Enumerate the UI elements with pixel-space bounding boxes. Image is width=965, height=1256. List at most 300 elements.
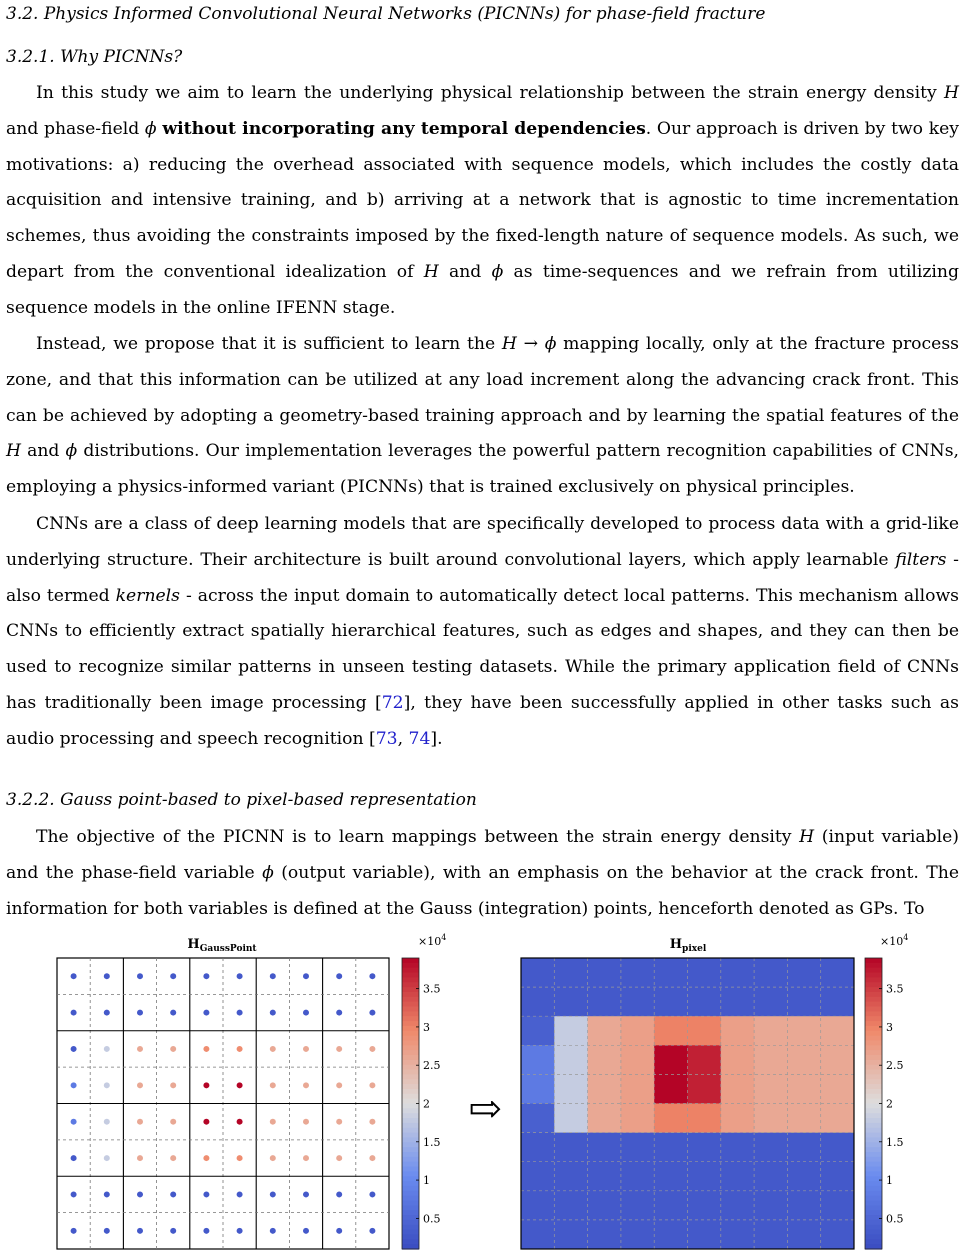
pixel-cell <box>588 958 622 988</box>
pixel-cell <box>787 1220 821 1250</box>
colorbar-segment <box>402 1152 419 1157</box>
gauss-point-marker <box>137 1046 143 1052</box>
text-run: distributions. Our implementation leverages the powerful pattern recognition capabilities of CNNs, employing a physics-informed variant (PICNNs) that is trained exclusively on physical principles. <box>6 441 959 498</box>
pixel-cell <box>554 1162 588 1192</box>
gauss-point-marker <box>303 1010 309 1016</box>
gauss-point-marker <box>303 1228 309 1234</box>
colorbar-segment <box>402 1181 419 1186</box>
pixel-cell <box>787 1133 821 1163</box>
colorbar-segment <box>865 1176 882 1181</box>
text-run: and phase-field <box>6 118 145 139</box>
colorbar-segment <box>402 1113 419 1118</box>
gauss-point-marker <box>237 1119 243 1125</box>
colorbar-segment <box>865 1210 882 1215</box>
gauss-point-marker <box>303 1191 309 1197</box>
gauss-point-marker <box>336 1046 342 1052</box>
gauss-point-marker <box>336 1119 342 1125</box>
text-run: - across the input domain to automatically detect local patterns. This mechanism allows CNNs to efficiently extract spatially hierarchical features, such as edges and shapes, and they can then be used to recognize similar patterns in unseen testing datasets. While the primary application field of CNNs has traditionally been image processing [ <box>6 585 959 713</box>
gauss-point-marker <box>237 1155 243 1161</box>
math-H: H <box>423 261 439 282</box>
pixel-cell <box>721 987 755 1017</box>
text-run: , <box>397 728 409 749</box>
colorbar-segment <box>402 1205 419 1210</box>
gauss-point-marker <box>104 1010 110 1016</box>
pixel-cell <box>621 1162 655 1192</box>
colorbar-segment <box>865 1230 882 1235</box>
right-colorbar-multiplier: $\times 10^4$ <box>880 933 909 948</box>
math-mapping: H → ϕ <box>501 334 557 354</box>
colorbar-segment <box>865 1133 882 1138</box>
pixel-cell <box>688 1191 722 1221</box>
colorbar-segment <box>402 1230 419 1235</box>
citation-link[interactable]: 73 <box>375 728 398 749</box>
gauss-point-marker <box>104 1119 110 1125</box>
colorbar-segment <box>402 1011 419 1016</box>
colorbar-segment <box>865 963 882 968</box>
pixel-cell <box>588 1074 622 1104</box>
colorbar-segment <box>402 1036 419 1041</box>
colorbar-segment <box>402 1002 419 1007</box>
gauss-point-marker <box>137 1191 143 1197</box>
colorbar-segment <box>865 958 882 963</box>
pixel-cell <box>521 1104 555 1134</box>
pixel-cell <box>688 958 722 988</box>
right-arrow-icon: ⇨ <box>468 1086 502 1132</box>
math-H: H <box>6 441 21 462</box>
pixel-cell <box>521 1191 555 1221</box>
pixel-cell <box>588 1133 622 1163</box>
text-run: and <box>21 441 66 462</box>
text-run: The objective of the PICNN is to learn mappings between the strain energy density <box>36 827 800 847</box>
gauss-point-marker <box>170 1119 176 1125</box>
pixel-cell <box>688 1220 722 1250</box>
colorbar-segment <box>865 1128 882 1133</box>
pixel-cell <box>654 1016 688 1045</box>
text-run: mapping locally, only at the fracture process zone, and that this information can be utilized at any load increment along the advancing crack front. This can be achieved by adopting a geometry-based training approach and by learning the spatial features of the <box>6 334 959 426</box>
gauss-point-marker <box>170 973 176 979</box>
paragraph-instead <box>6 327 959 506</box>
pixel-cell <box>588 1104 622 1134</box>
gauss-point-marker <box>237 1191 243 1197</box>
pixel-cell <box>621 1016 655 1045</box>
gauss-point-marker <box>104 1191 110 1197</box>
colorbar-segment <box>402 1162 419 1167</box>
colorbar-segment <box>402 992 419 997</box>
colorbar-segment <box>865 1234 882 1239</box>
colorbar-segment <box>865 977 882 982</box>
colorbar-segment <box>865 1040 882 1045</box>
colorbar-segment <box>865 1152 882 1157</box>
colorbar-tick-label: 1 <box>423 1174 430 1188</box>
pixel-cell <box>787 1074 821 1104</box>
colorbar-segment <box>865 1196 882 1201</box>
gauss-point-marker <box>170 1010 176 1016</box>
pixel-cell <box>554 1045 588 1075</box>
colorbar-segment <box>865 1016 882 1021</box>
colorbar-segment <box>402 1171 419 1176</box>
pixel-cell <box>721 1162 755 1192</box>
gauss-point-marker <box>170 1155 176 1161</box>
gauss-point-marker <box>336 1082 342 1088</box>
pixel-cell <box>721 1104 755 1134</box>
colorbar-tick-label: 1.5 <box>423 1135 441 1149</box>
pixel-cell <box>688 1104 722 1134</box>
gauss-point-marker <box>170 1082 176 1088</box>
gauss-point-marker <box>137 1119 143 1125</box>
pixel-cell <box>754 987 788 1017</box>
colorbar-segment <box>402 1021 419 1026</box>
gauss-point-marker <box>237 973 243 979</box>
colorbar-segment <box>865 1055 882 1060</box>
colorbar-segment <box>402 1050 419 1055</box>
colorbar-segment <box>402 1210 419 1215</box>
pixel-cell <box>621 1104 655 1134</box>
pixel-cell <box>621 1191 655 1221</box>
colorbar-tick-label: 1 <box>886 1174 893 1188</box>
gauss-point-marker <box>71 1228 77 1234</box>
term-filters: filters <box>895 549 947 570</box>
text-run: (output variable), with an emphasis on the behavior at the crack front. The information for both variables is defined at the Gauss (integration) points, henceforth denoted as GPs. To <box>6 862 959 919</box>
colorbar-segment <box>865 1050 882 1055</box>
gauss-point-marker <box>137 973 143 979</box>
colorbar-segment <box>402 1133 419 1138</box>
colorbar-segment <box>865 1205 882 1210</box>
colorbar-segment <box>865 1142 882 1147</box>
colorbar-segment <box>402 1215 419 1220</box>
colorbar-segment <box>402 1045 419 1050</box>
pixel-cell <box>554 987 588 1017</box>
colorbar-segment <box>865 997 882 1002</box>
figure-gauss-to-pixel <box>0 926 965 1256</box>
colorbar-segment <box>402 1147 419 1152</box>
gauss-point-marker <box>369 973 375 979</box>
colorbar-segment <box>402 1070 419 1075</box>
pixel-cell <box>721 1220 755 1250</box>
colorbar-segment <box>402 1196 419 1201</box>
pixel-cell <box>821 1191 855 1221</box>
colorbar-tick-label: 0.5 <box>886 1212 904 1226</box>
gauss-point-marker <box>170 1046 176 1052</box>
pixel-cell <box>754 1220 788 1250</box>
pixel-cell <box>754 1045 788 1075</box>
math-phi: ϕ <box>262 862 274 883</box>
colorbar-segment <box>402 1040 419 1045</box>
gauss-point-marker <box>369 1082 375 1088</box>
gauss-point-marker <box>270 1191 276 1197</box>
pixel-cell <box>721 1191 755 1221</box>
subsection-heading-3-2-2: 3.2.2. Gauss point-based to pixel-based representation <box>6 790 477 810</box>
section-heading-3-2: 3.2. Physics Informed Convolutional Neural Networks (PICNNs) for phase-field fracture <box>6 4 766 24</box>
math-phi: ϕ <box>144 118 157 139</box>
colorbar-segment <box>865 1123 882 1128</box>
colorbar-tick-label: 3.5 <box>423 982 441 996</box>
colorbar-segment <box>865 1089 882 1094</box>
gauss-point-marker <box>237 1046 243 1052</box>
gauss-point-marker <box>170 1191 176 1197</box>
colorbar-segment <box>865 1031 882 1036</box>
math-phi: ϕ <box>491 261 504 282</box>
colorbar-segment <box>865 1021 882 1026</box>
pixel-cell <box>588 1220 622 1250</box>
gauss-point-marker <box>71 1010 77 1016</box>
pixel-cell <box>521 958 555 988</box>
text-run: (input variable) and the phase-field variable <box>6 827 959 883</box>
left-panel-title: $H_{GaussPoint}$ <box>187 937 257 954</box>
pixel-cell <box>521 1162 555 1192</box>
colorbar-segment <box>402 982 419 987</box>
gauss-point-marker <box>303 1046 309 1052</box>
colorbar-segment <box>402 968 419 973</box>
text-run: In this study we aim to learn the underlying physical relationship between the strain energy density <box>36 83 944 103</box>
colorbar-segment <box>402 1094 419 1099</box>
pixel-cell <box>654 1220 688 1250</box>
gauss-point-marker <box>270 1155 276 1161</box>
colorbar-segment <box>402 1234 419 1239</box>
colorbar-segment <box>402 1191 419 1196</box>
text-run: ]. <box>430 728 443 749</box>
gauss-point-marker <box>104 1082 110 1088</box>
text-run: - also termed <box>6 549 959 606</box>
pixel-cell <box>621 1045 655 1075</box>
gauss-point-marker <box>137 1082 143 1088</box>
colorbar-segment <box>402 1239 419 1244</box>
gauss-point-marker <box>203 1228 209 1234</box>
pixel-cell <box>787 958 821 988</box>
text-run: and <box>438 261 492 282</box>
gauss-point-marker <box>270 1119 276 1125</box>
right-panel-title: $H_{pixel}$ <box>669 937 707 954</box>
gauss-point-marker <box>369 1119 375 1125</box>
gauss-point-marker <box>71 1046 77 1052</box>
pixel-cell <box>721 1045 755 1075</box>
gauss-point-marker <box>369 1228 375 1234</box>
pixel-cell <box>754 1162 788 1192</box>
pixel-cell <box>821 1133 855 1163</box>
colorbar-segment <box>865 992 882 997</box>
gauss-point-marker <box>270 973 276 979</box>
gauss-point-marker <box>104 1046 110 1052</box>
colorbar-tick-label: 3 <box>423 1020 430 1034</box>
left-colorbar-multiplier: $\times 10^4$ <box>418 933 447 948</box>
pixel-cell <box>787 1045 821 1075</box>
pixel-cell <box>688 1133 722 1163</box>
paragraph-cnns <box>6 507 959 758</box>
colorbar-segment <box>402 1084 419 1089</box>
pixel-cell <box>588 1162 622 1192</box>
gauss-point-marker <box>137 1010 143 1016</box>
gauss-point-marker <box>71 1155 77 1161</box>
gauss-point-marker <box>203 1010 209 1016</box>
colorbar-segment <box>402 1108 419 1113</box>
colorbar-segment <box>402 977 419 982</box>
colorbar-segment <box>865 1104 882 1109</box>
colorbar-segment <box>402 1079 419 1084</box>
pixel-cell <box>521 1220 555 1250</box>
pixel-cell <box>821 1162 855 1192</box>
colorbar-segment <box>865 1118 882 1123</box>
gauss-point-marker <box>203 973 209 979</box>
gauss-point-marker <box>104 973 110 979</box>
pixel-cell <box>787 987 821 1017</box>
gauss-point-marker <box>369 1046 375 1052</box>
colorbar-segment <box>402 1007 419 1012</box>
colorbar-segment <box>402 987 419 992</box>
term-kernels: kernels <box>115 585 181 606</box>
colorbar-segment <box>865 1108 882 1113</box>
colorbar-segment <box>402 1225 419 1230</box>
gauss-point-marker <box>71 973 77 979</box>
colorbar-segment <box>865 1201 882 1206</box>
pixel-cell <box>521 1016 555 1045</box>
colorbar-tick-label: 1.5 <box>886 1135 904 1149</box>
pixel-cell <box>721 1016 755 1045</box>
colorbar-segment <box>402 963 419 968</box>
text-run: CNNs are a class of deep learning models that are specifically developed to process data with a grid-like underlying structure. Their architecture is built around convolutional layers, which apply learnable <box>6 514 959 570</box>
colorbar-tick-label: 2.5 <box>886 1059 904 1073</box>
pixel-cell <box>521 1074 555 1104</box>
pixel-cell <box>621 1133 655 1163</box>
pixel-cell <box>621 987 655 1017</box>
colorbar-segment <box>865 1084 882 1089</box>
colorbar-segment <box>865 1171 882 1176</box>
colorbar-segment <box>402 1142 419 1147</box>
citation-link[interactable]: 74 <box>408 728 431 749</box>
colorbar-segment <box>865 1045 882 1050</box>
pixel-cell <box>654 1074 688 1104</box>
colorbar-segment <box>402 1157 419 1162</box>
text-run: ], they have been successfully applied in other tasks such as audio processing and speech recognition [ <box>6 692 959 749</box>
colorbar-segment <box>865 1157 882 1162</box>
colorbar-segment <box>865 1147 882 1152</box>
citation-link[interactable]: 72 <box>381 692 404 713</box>
pixel-cell <box>621 958 655 988</box>
colorbar-segment <box>865 987 882 992</box>
pixel-cell <box>521 987 555 1017</box>
colorbar-segment <box>865 1225 882 1230</box>
pixel-cell <box>588 1191 622 1221</box>
colorbar-segment <box>402 1201 419 1206</box>
colorbar-segment <box>402 1060 419 1065</box>
colorbar-segment <box>865 1215 882 1220</box>
colorbar-segment <box>402 1118 419 1123</box>
heatmap-pixel <box>521 958 854 1249</box>
pixel-cell <box>654 987 688 1017</box>
colorbar-segment <box>865 1011 882 1016</box>
pixel-cell <box>787 1104 821 1134</box>
pixel-cell <box>654 958 688 988</box>
pixel-cell <box>787 1016 821 1045</box>
pixel-cell <box>588 1045 622 1075</box>
text-run: as time-sequences and we refrain from utilizing sequence models in the online IFENN stage. <box>6 261 959 318</box>
gauss-point-marker <box>237 1010 243 1016</box>
gauss-point-marker <box>71 1119 77 1125</box>
colorbar-segment <box>402 1123 419 1128</box>
colorbar-segment <box>865 1181 882 1186</box>
colorbar-segment <box>402 1176 419 1181</box>
pixel-cell <box>721 1074 755 1104</box>
pixel-cell <box>654 1162 688 1192</box>
pixel-cell <box>688 1162 722 1192</box>
pixel-cell <box>821 1045 855 1075</box>
pixel-cell <box>588 987 622 1017</box>
gauss-point-marker <box>203 1155 209 1161</box>
pixel-cell <box>521 1045 555 1075</box>
colorbar-segment <box>865 1079 882 1084</box>
gauss-point-marker <box>104 1155 110 1161</box>
pixel-cell <box>787 1191 821 1221</box>
gauss-point-marker <box>170 1228 176 1234</box>
pixel-cell <box>654 1191 688 1221</box>
pixel-cell <box>521 1133 555 1163</box>
text-run: Instead, we propose that it is sufficient to learn the <box>36 334 502 354</box>
colorbar-segment <box>865 1162 882 1167</box>
pixel-cell <box>821 1220 855 1250</box>
colorbar-segment <box>865 1074 882 1079</box>
pixel-cell <box>821 958 855 988</box>
pixel-cell <box>754 958 788 988</box>
colorbar-segment <box>402 1089 419 1094</box>
pixel-cell <box>654 1045 688 1075</box>
pixel-cell <box>688 1074 722 1104</box>
colorbar-segment <box>865 973 882 978</box>
gauss-point-marker <box>369 1191 375 1197</box>
pixel-cell <box>821 1074 855 1104</box>
colorbar-segment <box>865 1007 882 1012</box>
colorbar-segment <box>402 1055 419 1060</box>
colorbar-segment <box>865 1186 882 1191</box>
gauss-point-marker <box>71 1191 77 1197</box>
gauss-point-marker <box>336 1228 342 1234</box>
pixel-cell <box>554 1191 588 1221</box>
colorbar-segment <box>402 1104 419 1109</box>
pixel-cell <box>821 987 855 1017</box>
colorbar-segment <box>865 1167 882 1172</box>
gauss-point-marker <box>104 1228 110 1234</box>
gauss-point-marker <box>270 1010 276 1016</box>
text-run: . Our approach is driven by two key motivations: a) reducing the overhead associated with sequence models, which includes the costly data acquisition and intensive training, and b) arriving at a network that is agnostic to time incrementation schemes, thus avoiding the constraints imposed by the fixed-length nature of sequence models. As such, we depart from the conventional idealization of <box>6 118 959 282</box>
colorbar-tick-label: 2 <box>886 1097 893 1111</box>
colorbar-right <box>865 958 904 1250</box>
colorbar-segment <box>865 1094 882 1099</box>
colorbar-segment <box>865 1191 882 1196</box>
colorbar-tick-label: 3 <box>886 1020 893 1034</box>
gauss-point-marker <box>336 973 342 979</box>
gauss-point-marker <box>270 1082 276 1088</box>
colorbar-segment <box>402 973 419 978</box>
pixel-cell <box>554 1220 588 1250</box>
colorbar-segment <box>402 1167 419 1172</box>
colorbar-segment <box>865 1070 882 1075</box>
colorbar-tick-label: 2.5 <box>423 1059 441 1073</box>
gauss-point-marker <box>336 1155 342 1161</box>
heatmap-gauss-point <box>57 958 389 1249</box>
gauss-point-marker <box>303 1155 309 1161</box>
paragraph-objective <box>6 820 959 927</box>
colorbar-segment <box>402 1074 419 1079</box>
pixel-cell <box>787 1162 821 1192</box>
gauss-point-marker <box>303 973 309 979</box>
math-phi: ϕ <box>65 441 78 462</box>
paragraph-why-picnns <box>6 76 959 327</box>
colorbar-segment <box>402 958 419 963</box>
subsection-heading-3-2-1: 3.2.1. Why PICNNs? <box>6 47 183 67</box>
gauss-point-marker <box>336 1191 342 1197</box>
colorbar-segment <box>402 1186 419 1191</box>
math-H: H <box>944 83 959 103</box>
pixel-cell <box>754 1191 788 1221</box>
pixel-cell <box>821 1104 855 1134</box>
pixel-cell <box>821 1016 855 1045</box>
